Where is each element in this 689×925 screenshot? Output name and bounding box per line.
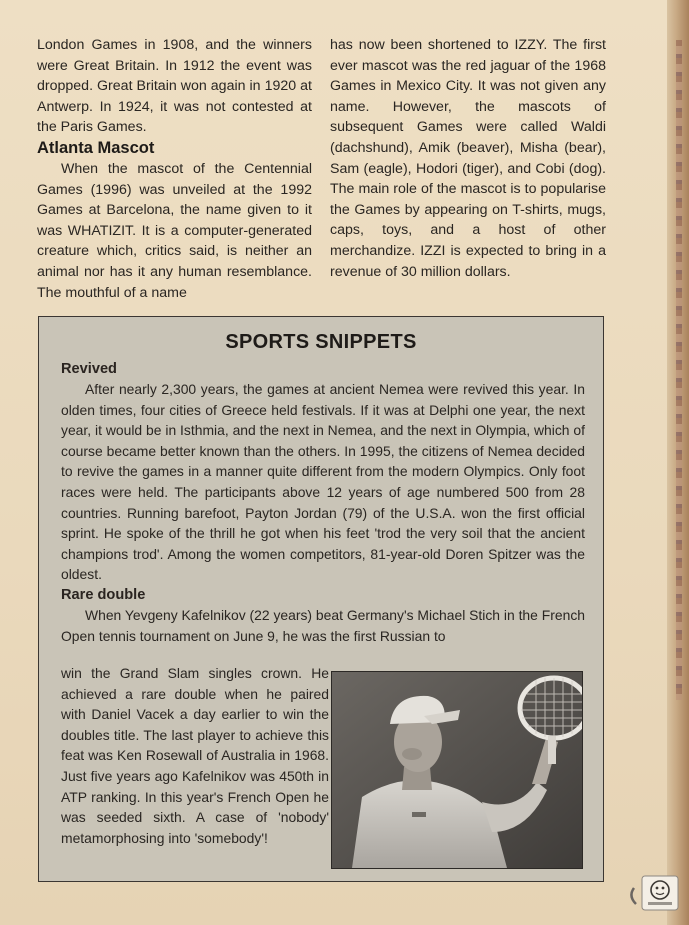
- atlanta-mascot-paragraph: When the mascot of the Centennial Games (1996) was unveiled at the 1992 Games at Barcelona, the name given to it was WHATIZIT. It is a computer-generated creature which, critics said, is neither an animal nor has it any human resemblance. The mouthful of a name: [37, 160, 312, 301]
- rare-double-paragraph: win the Grand Slam singles crown. He achieved a rare double when he paired with Daniel Vacek a day earlier to win the doubles title. The last player to achieve this feat was Ken Rosewall of Australia in 1968. Just five years ago Kafelnikov was 450th in ATP ranking. In this year's French Open he was seeded sixth. A case of 'nobody' metamorphosing into 'somebody'!: [61, 665, 329, 846]
- atlanta-mascot-heading: Atlanta Mascot: [37, 138, 155, 157]
- spine-strip: [676, 40, 682, 700]
- rare-double-lead: When Yevgeny Kafelnikov (22 years) beat Germany's Michael Stich in the French Open tennis tournament on June 9, he was the first Russian to: [61, 606, 585, 644]
- snippets-content: [61, 359, 585, 646]
- sports-snippets-title: SPORTS SNIPPETS: [225, 331, 417, 353]
- page-mark-icon: [626, 870, 684, 916]
- right-column: [330, 35, 606, 282]
- revived-paragraph: After nearly 2,300 years, the games at ancient Nemea were revived this year. In olden times, four cities of Greece held festivals. If it was at Delphi one year, the next year, it would be in Isthmia, and the next in Nemea, and the next in Olympia, which of course became better known than the others. In 1995, the citizens of Nemea decided to revive the games in a manner quite different from the modern Olympics. Only foot races were held. The participants above 12 years of age numbered 500 from 28 countries. Running barefoot, Payton Jordan (79) of the U.S.A. won the first official sprint. He spoke of the thrill he got when his feet 'trod the very soil that the ancient champions trod'. Among the women competitors, 81-year-old Doren Spitzer was the oldest.: [61, 381, 585, 583]
- right-column-paragraph: has now been shortened to IZZY. The first ever mascot was the red jaguar of the 1968 Games in Mexico City. It was not given any name. However, the mascots of subsequent Games were called Waldi (dachshund), Amik (beaver), Misha (bear), Sam (eagle), Hodori (tiger), and Cobi (dog). The main role of the mascot is to popularise the Games by appearing on T-shirts, mugs, caps, toys, and a host of other merchandize. IZZI is expected to bring in a revenue of 30 million dollars.: [330, 37, 606, 280]
- rare-double-heading: Rare double: [61, 586, 146, 603]
- revived-heading: Revived: [61, 361, 117, 377]
- tennis-player-illustration: [332, 672, 582, 868]
- left-column: [37, 35, 312, 303]
- left-intro-paragraph: London Games in 1908, and the winners were Great Britain. In 1912 the event was dropped. Great Britain won again in 1920 at Antwerp. In 1924, it was not contested at the Paris Games.: [37, 37, 312, 136]
- binding-edge: [667, 0, 689, 925]
- sports-snippets-box: [38, 316, 604, 882]
- kafelnikov-photo: [331, 671, 583, 869]
